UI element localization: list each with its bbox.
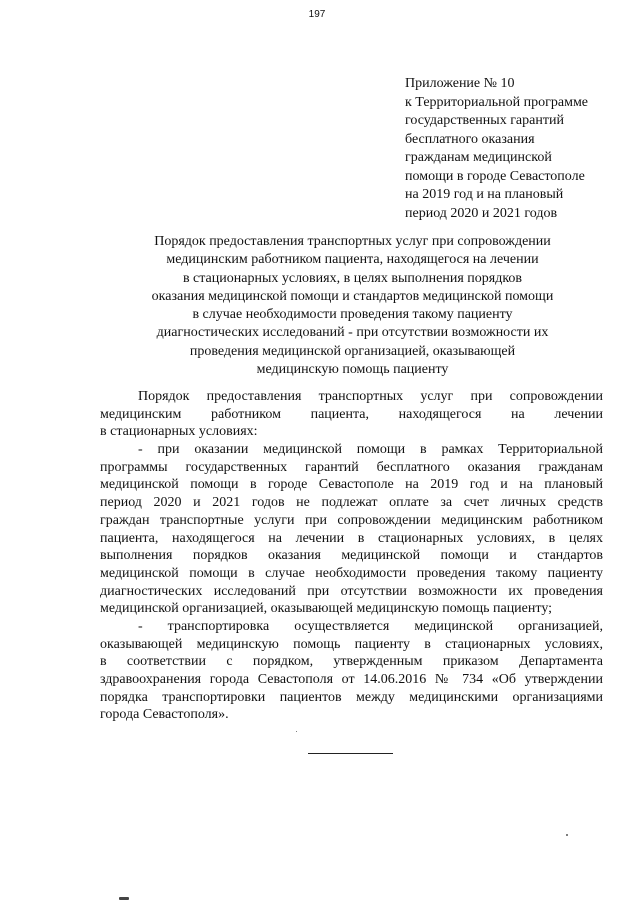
- body-line: - транспортировка осуществляется медицинской организацией,: [138, 618, 603, 634]
- title-line: медицинским работником пациента, находящегося на лечении: [166, 252, 539, 268]
- appendix-line: к Территориальной программе: [405, 94, 589, 110]
- title-line: в стационарных условиях, в целях выполнения порядков: [182, 270, 523, 286]
- appendix-line: бесплатного оказания: [405, 131, 535, 147]
- body-line: порядка транспортировки пациентов между медицинскими организациями: [100, 689, 603, 705]
- body-line: - при оказании медицинской помощи в рамках Территориальной: [138, 442, 603, 458]
- body-line: медицинской помощи в случае необходимости проведения такому пациенту: [100, 565, 603, 581]
- appendix-line: помощи в городе Севастополе: [405, 168, 585, 184]
- body-line: в соответствии с порядком, утвержденным приказом Департамента: [100, 654, 603, 670]
- page-number: 197: [308, 9, 326, 20]
- body-line: период 2020 и 2021 годов не подлежат оплате за счет личных средств: [100, 495, 603, 511]
- title-line: проведения медицинской организацией, оказывающей: [189, 343, 516, 359]
- scan-speck: [296, 731, 297, 732]
- body-line: граждан транспортные услуги при сопровождении медицинским работником: [100, 512, 603, 528]
- appendix-line: на 2019 год и на плановый: [405, 187, 564, 202]
- appendix-line: гражданам медицинской: [405, 150, 552, 165]
- body-line: медицинской организацией, оказывающей медицинскую помощь пациенту;: [100, 601, 553, 617]
- scan-mark: [119, 897, 129, 900]
- body-line: медицинской помощи в городе Севастополе на 2019 год и на плановый: [100, 477, 603, 493]
- title-line: в случае необходимости проведения такому пациенту: [192, 307, 513, 323]
- title-line: оказания медицинской помощи и стандартов медицинской помощи: [151, 288, 554, 304]
- signature-rule: [308, 753, 393, 754]
- body-line: здравоохранения города Севастополя от 14.06.2016 № 734 «Об утверждении: [100, 672, 603, 687]
- appendix-header: [405, 75, 630, 223]
- body-line: диагностических исследований при отсутствии возможности их проведения: [100, 583, 603, 599]
- appendix-line: Приложение № 10: [405, 76, 515, 91]
- appendix-line: период 2020 и 2021 годов: [405, 205, 558, 221]
- body-line: города Севастополя».: [100, 707, 229, 723]
- body-line: оказывающей медицинскую помощь пациенту в стационарных условиях,: [100, 636, 603, 652]
- title-line: медицинскую помощь пациенту: [256, 362, 449, 378]
- title-line: Порядок предоставления транспортных услуг при сопровождении: [154, 234, 551, 249]
- document-title: [100, 233, 605, 379]
- body-line: Порядок предоставления транспортных услуг при сопровождении: [138, 389, 603, 404]
- appendix-line: государственных гарантий: [405, 113, 564, 128]
- body-line: в стационарных условиях:: [100, 424, 258, 440]
- body-line: медицинским работником пациента, находящегося на лечении: [100, 406, 603, 422]
- title-line: диагностических исследований - при отсутствии возможности их: [156, 325, 549, 341]
- scan-speck: [566, 834, 568, 836]
- document-body: [100, 388, 603, 724]
- body-line: выполнения порядков оказания медицинской помощи и стандартов: [100, 548, 603, 564]
- body-line: программы государственных гарантий бесплатного оказания гражданам: [100, 459, 603, 475]
- body-line: пациента, находящегося на лечении в стационарных условиях, в целях: [100, 530, 603, 546]
